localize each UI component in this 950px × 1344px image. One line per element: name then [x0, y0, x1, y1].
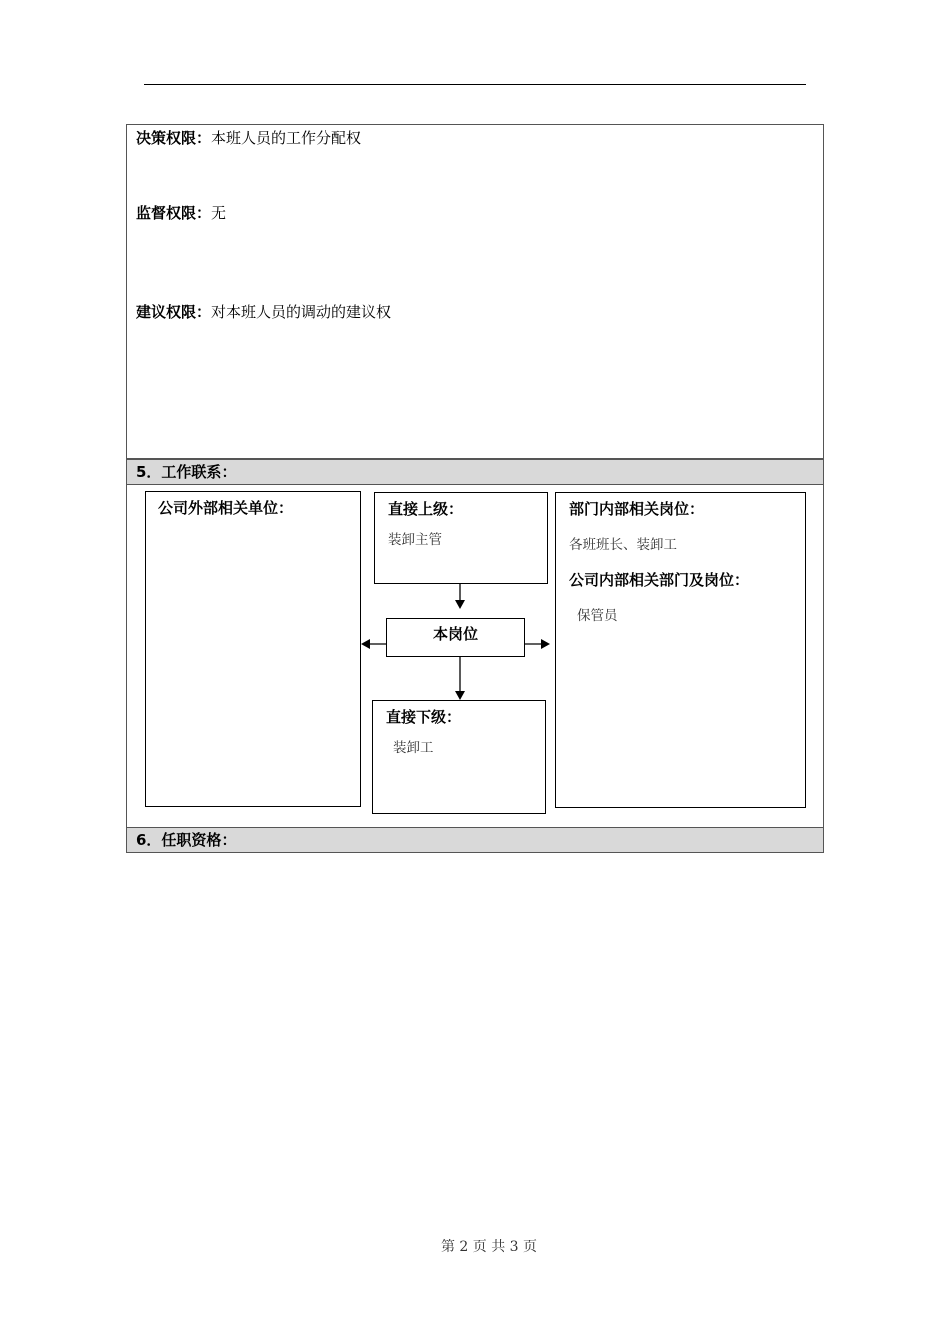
- this-position-title: 本岗位: [432, 625, 478, 643]
- arrow-position-to-external: [361, 639, 386, 649]
- superior-title: 直接上级：: [388, 500, 464, 518]
- arrow-superior-to-position: [455, 584, 465, 609]
- internal-dept-value: 各班班长、装卸工: [569, 537, 677, 553]
- supervision-authority-label: 监督权限：: [136, 204, 212, 222]
- internal-company-title: 公司内部相关部门及岗位：: [569, 571, 750, 589]
- arrow-position-to-subordinate: [455, 657, 465, 700]
- subordinate-title: 直接下级：: [386, 708, 462, 726]
- page-number: 第 2 页 共 3 页: [440, 1239, 538, 1255]
- subordinate-value: 装卸工: [393, 740, 434, 756]
- external-units-title: 公司外部相关单位：: [158, 499, 294, 517]
- work-relations-title: 5．工作联系：: [136, 463, 237, 481]
- suggestion-authority-value: 对本班人员的调动的建议权: [211, 303, 392, 321]
- arrow-position-to-internal: [525, 639, 550, 649]
- decision-authority-value: 本班人员的工作分配权: [211, 129, 362, 147]
- internal-company-value: 保管员: [577, 608, 618, 624]
- supervision-authority-value: 无: [211, 204, 227, 222]
- superior-value: 装卸主管: [388, 532, 442, 548]
- qualifications-title: 6．任职资格：: [136, 831, 237, 849]
- decision-authority-label: 决策权限：: [136, 129, 212, 147]
- qualifications-header: [126, 827, 824, 853]
- suggestion-authority-label: 建议权限：: [136, 303, 212, 321]
- internal-dept-title: 部门内部相关岗位：: [569, 500, 705, 518]
